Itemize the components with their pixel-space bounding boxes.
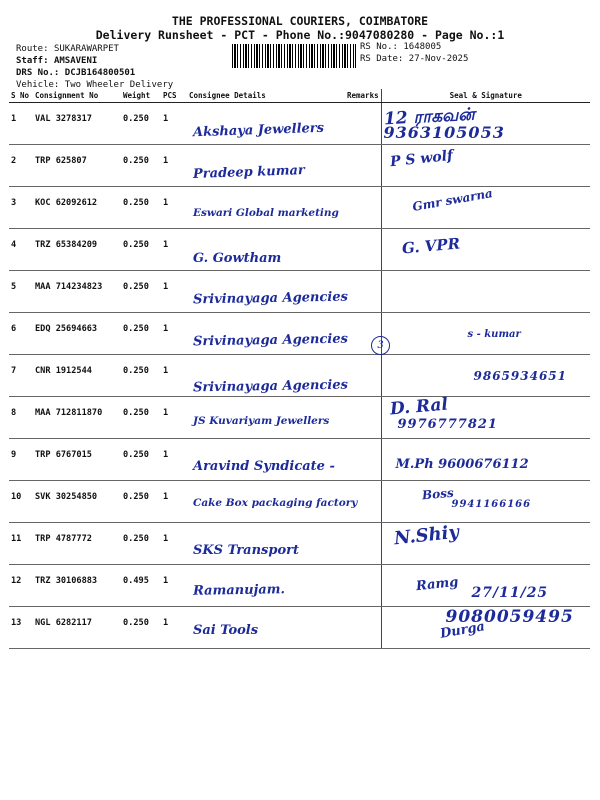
- signature-handwriting: Ramg: [414, 574, 459, 595]
- row-weight: 0.250: [121, 607, 161, 649]
- row-seal-signature: [381, 607, 590, 649]
- row-pcs: 1: [161, 481, 187, 523]
- signature-handwriting: 12 ராகவன்: [382, 104, 475, 130]
- row-consignment-no: TRP 6767015: [33, 439, 121, 481]
- staff-line: Staff: AMSAVENI: [16, 56, 98, 66]
- row-seal-signature: [381, 187, 590, 229]
- row-weight: 0.250: [121, 355, 161, 397]
- row-weight: 0.250: [121, 481, 161, 523]
- vehicle-line: Vehicle: Two Wheeler Delivery: [16, 80, 174, 90]
- row-seal-signature: [381, 523, 590, 565]
- phone-handwriting: 9080059495: [445, 607, 574, 627]
- row-consignment-no: EDQ 25694663: [33, 313, 121, 355]
- row-remarks: [345, 187, 381, 229]
- row-pcs: 1: [161, 145, 187, 187]
- row-consignee: [187, 397, 345, 439]
- row-remarks: [345, 271, 381, 313]
- table-row: [9, 271, 590, 313]
- drs-line: DRS No.: DCJB164800501: [16, 68, 136, 78]
- consignee-handwriting: Eswari Global marketing: [193, 207, 339, 219]
- consignee-handwriting: Akshaya Jewellers: [192, 120, 325, 141]
- col-pcs: PCS: [161, 89, 187, 103]
- signature-handwriting: s - kumar: [467, 329, 521, 340]
- row-consignee: [187, 103, 345, 145]
- row-consignee: [187, 565, 345, 607]
- signature-handwriting: M.Ph 9600676112: [395, 457, 529, 472]
- row-consignee: [187, 187, 345, 229]
- rs-number-value: 1648005: [403, 42, 442, 52]
- table-row: [9, 313, 590, 355]
- runsheet-subtitle: Delivery Runsheet - PCT - Phone No.:9047080280 - Page No.:1: [95, 28, 505, 42]
- row-remarks: [345, 607, 381, 649]
- row-pcs: 1: [161, 271, 187, 313]
- col-seal-signature: Seal & Signature: [381, 89, 590, 103]
- row-pcs: 1: [161, 439, 187, 481]
- row-remarks: [345, 229, 381, 271]
- row-consignment-no: MAA 714234823: [33, 271, 121, 313]
- row-consignee: [187, 271, 349, 313]
- row-pcs: 1: [161, 313, 187, 355]
- row-seal-signature: [381, 439, 590, 481]
- phone-handwriting: 9941166166: [451, 499, 532, 510]
- consignee-handwriting: Srivinayaga Agencies: [192, 289, 349, 308]
- col-consignee: Consignee Details: [187, 89, 345, 103]
- phone-handwriting: 9363105053: [383, 123, 505, 142]
- row-seal-signature: [381, 313, 590, 355]
- row-sno: 11: [9, 523, 33, 565]
- rs-date-value: 27-Nov-2025: [408, 54, 469, 64]
- phone-handwriting: 9976777821: [397, 417, 498, 432]
- row-weight: 0.250: [121, 145, 161, 187]
- table-row: [9, 523, 590, 565]
- consignee-handwriting: Srivinayaga Agencies: [192, 377, 349, 396]
- phone-handwriting: 27/11/25: [471, 585, 549, 601]
- table-row: [9, 565, 590, 607]
- route-value: SUKARAWARPET: [53, 44, 119, 54]
- row-sno: 8: [9, 397, 33, 439]
- row-consignee: [187, 145, 345, 187]
- row-consignment-no: KOC 62092612: [33, 187, 121, 229]
- table-row: [9, 397, 590, 439]
- row-pcs: 1: [161, 103, 187, 145]
- row-sno: 7: [9, 355, 33, 397]
- phone-handwriting: 9865934651: [473, 369, 567, 383]
- row-weight: 0.250: [121, 313, 161, 355]
- row-consignment-no: SVK 30254850: [33, 481, 121, 523]
- row-sno: 1: [9, 103, 33, 145]
- col-remarks: Remarks: [345, 89, 381, 103]
- row-seal-signature: [381, 481, 590, 523]
- row-seal-signature: [381, 229, 590, 271]
- consignee-handwriting: SKS Transport: [193, 543, 299, 558]
- row-consignment-no: TRZ 30106883: [33, 565, 121, 607]
- signature-handwriting: Boss: [420, 485, 454, 503]
- consignee-handwriting: Srivinayaga Agencies: [192, 331, 349, 350]
- row-pcs: 1: [161, 397, 187, 439]
- row-pcs: 1: [161, 187, 187, 229]
- row-sno: 10: [9, 481, 33, 523]
- row-seal-signature: [381, 145, 590, 187]
- row-consignment-no: TRZ 65384209: [33, 229, 121, 271]
- table-row: [9, 229, 590, 271]
- table-row: [9, 355, 590, 397]
- row-seal-signature: [381, 103, 590, 145]
- row-consignee: [187, 439, 345, 481]
- row-sno: 3: [9, 187, 33, 229]
- row-consignee: [187, 313, 349, 355]
- signature-handwriting: Gmr swarna: [410, 186, 494, 214]
- row-weight: 0.250: [121, 397, 161, 439]
- signature-handwriting: N.Shiy: [392, 521, 460, 550]
- col-weight: Weight: [121, 89, 161, 103]
- row-consignment-no: MAA 712811870: [33, 397, 121, 439]
- vehicle-value: Two Wheeler Delivery: [64, 80, 174, 90]
- table-row: [9, 439, 590, 481]
- row-seal-signature: [381, 355, 590, 397]
- consignee-handwriting: Ramanujam.: [192, 582, 286, 599]
- consignee-handwriting: Cake Box packaging factory: [193, 497, 358, 509]
- row-sno: 9: [9, 439, 33, 481]
- row-seal-signature: [381, 565, 590, 607]
- row-consignment-no: VAL 3278317: [33, 103, 121, 145]
- row-remarks: [345, 355, 381, 397]
- row-consignment-no: CNR 1912544: [33, 355, 121, 397]
- row-weight: 0.250: [121, 187, 161, 229]
- route-line: Route: SUKARAWARPET: [16, 44, 119, 54]
- row-weight: 0.250: [121, 229, 161, 271]
- row-consignee: [187, 607, 345, 649]
- table-row: [9, 145, 590, 187]
- row-pcs: 1: [161, 565, 187, 607]
- col-sno: S No: [9, 89, 33, 103]
- table-row: [9, 607, 590, 649]
- signature-handwriting: P S wolf: [388, 147, 454, 171]
- staff-value: AMSAVENI: [53, 56, 98, 66]
- consignee-handwriting: Sai Tools: [193, 623, 259, 638]
- row-remarks: [345, 397, 381, 439]
- row-weight: 0.250: [121, 271, 161, 313]
- table-header-row: [9, 89, 590, 103]
- rs-date-line: RS Date: 27-Nov-2025: [360, 54, 469, 64]
- row-consignment-no: NGL 6282117: [33, 607, 121, 649]
- row-consignee: [187, 355, 349, 397]
- consignee-handwriting: Aravind Syndicate -: [193, 459, 335, 474]
- row-pcs: 1: [161, 229, 187, 271]
- signature-handwriting: G. VPR: [400, 234, 461, 258]
- row-pcs: 1: [161, 607, 187, 649]
- table-row: [9, 103, 590, 145]
- row-remarks: [345, 523, 381, 565]
- row-weight: 0.250: [121, 103, 161, 145]
- row-sno: 12: [9, 565, 33, 607]
- company-title: THE PROFESSIONAL COURIERS, COIMBATORE: [171, 14, 429, 28]
- row-weight: 0.250: [121, 439, 161, 481]
- row-consignee: [187, 229, 345, 271]
- row-remarks: [345, 103, 381, 145]
- row-seal-signature: [381, 394, 590, 439]
- row-remarks: [345, 145, 381, 187]
- row-sno: 2: [9, 145, 33, 187]
- runsheet-table: [9, 89, 590, 649]
- rs-number-line: RS No.: 1648005: [360, 42, 442, 52]
- row-sno: 4: [9, 229, 33, 271]
- row-consignee: [187, 481, 358, 523]
- table-row: [9, 481, 590, 523]
- row-remarks: [345, 565, 381, 607]
- row-sno: 5: [9, 271, 33, 313]
- consignee-handwriting: G. Gowtham: [193, 251, 282, 266]
- row-weight: 0.495: [121, 565, 161, 607]
- col-consignment: Consignment No: [33, 89, 121, 103]
- consignee-handwriting: Pradeep kumar: [192, 163, 306, 182]
- signature-handwriting: D. Ral: [388, 394, 449, 420]
- signature-handwriting: Durga: [438, 619, 486, 642]
- drs-value: DCJB164800501: [64, 68, 136, 78]
- row-pcs: 1: [161, 523, 187, 565]
- row-pcs: 1: [161, 355, 187, 397]
- row-sno: 6: [9, 313, 33, 355]
- row-seal-signature: [381, 271, 590, 313]
- row-consignee: [187, 523, 345, 565]
- row-consignment-no: TRP 625807: [33, 145, 121, 187]
- row-weight: 0.250: [121, 523, 161, 565]
- table-row: [9, 187, 590, 229]
- barcode: [232, 44, 356, 68]
- consignee-handwriting: JS Kuvariyam Jewellers: [193, 415, 330, 427]
- row-sno: 13: [9, 607, 33, 649]
- circled-mark: 3: [371, 336, 390, 355]
- row-remarks: [345, 439, 381, 481]
- row-consignment-no: TRP 4787772: [33, 523, 121, 565]
